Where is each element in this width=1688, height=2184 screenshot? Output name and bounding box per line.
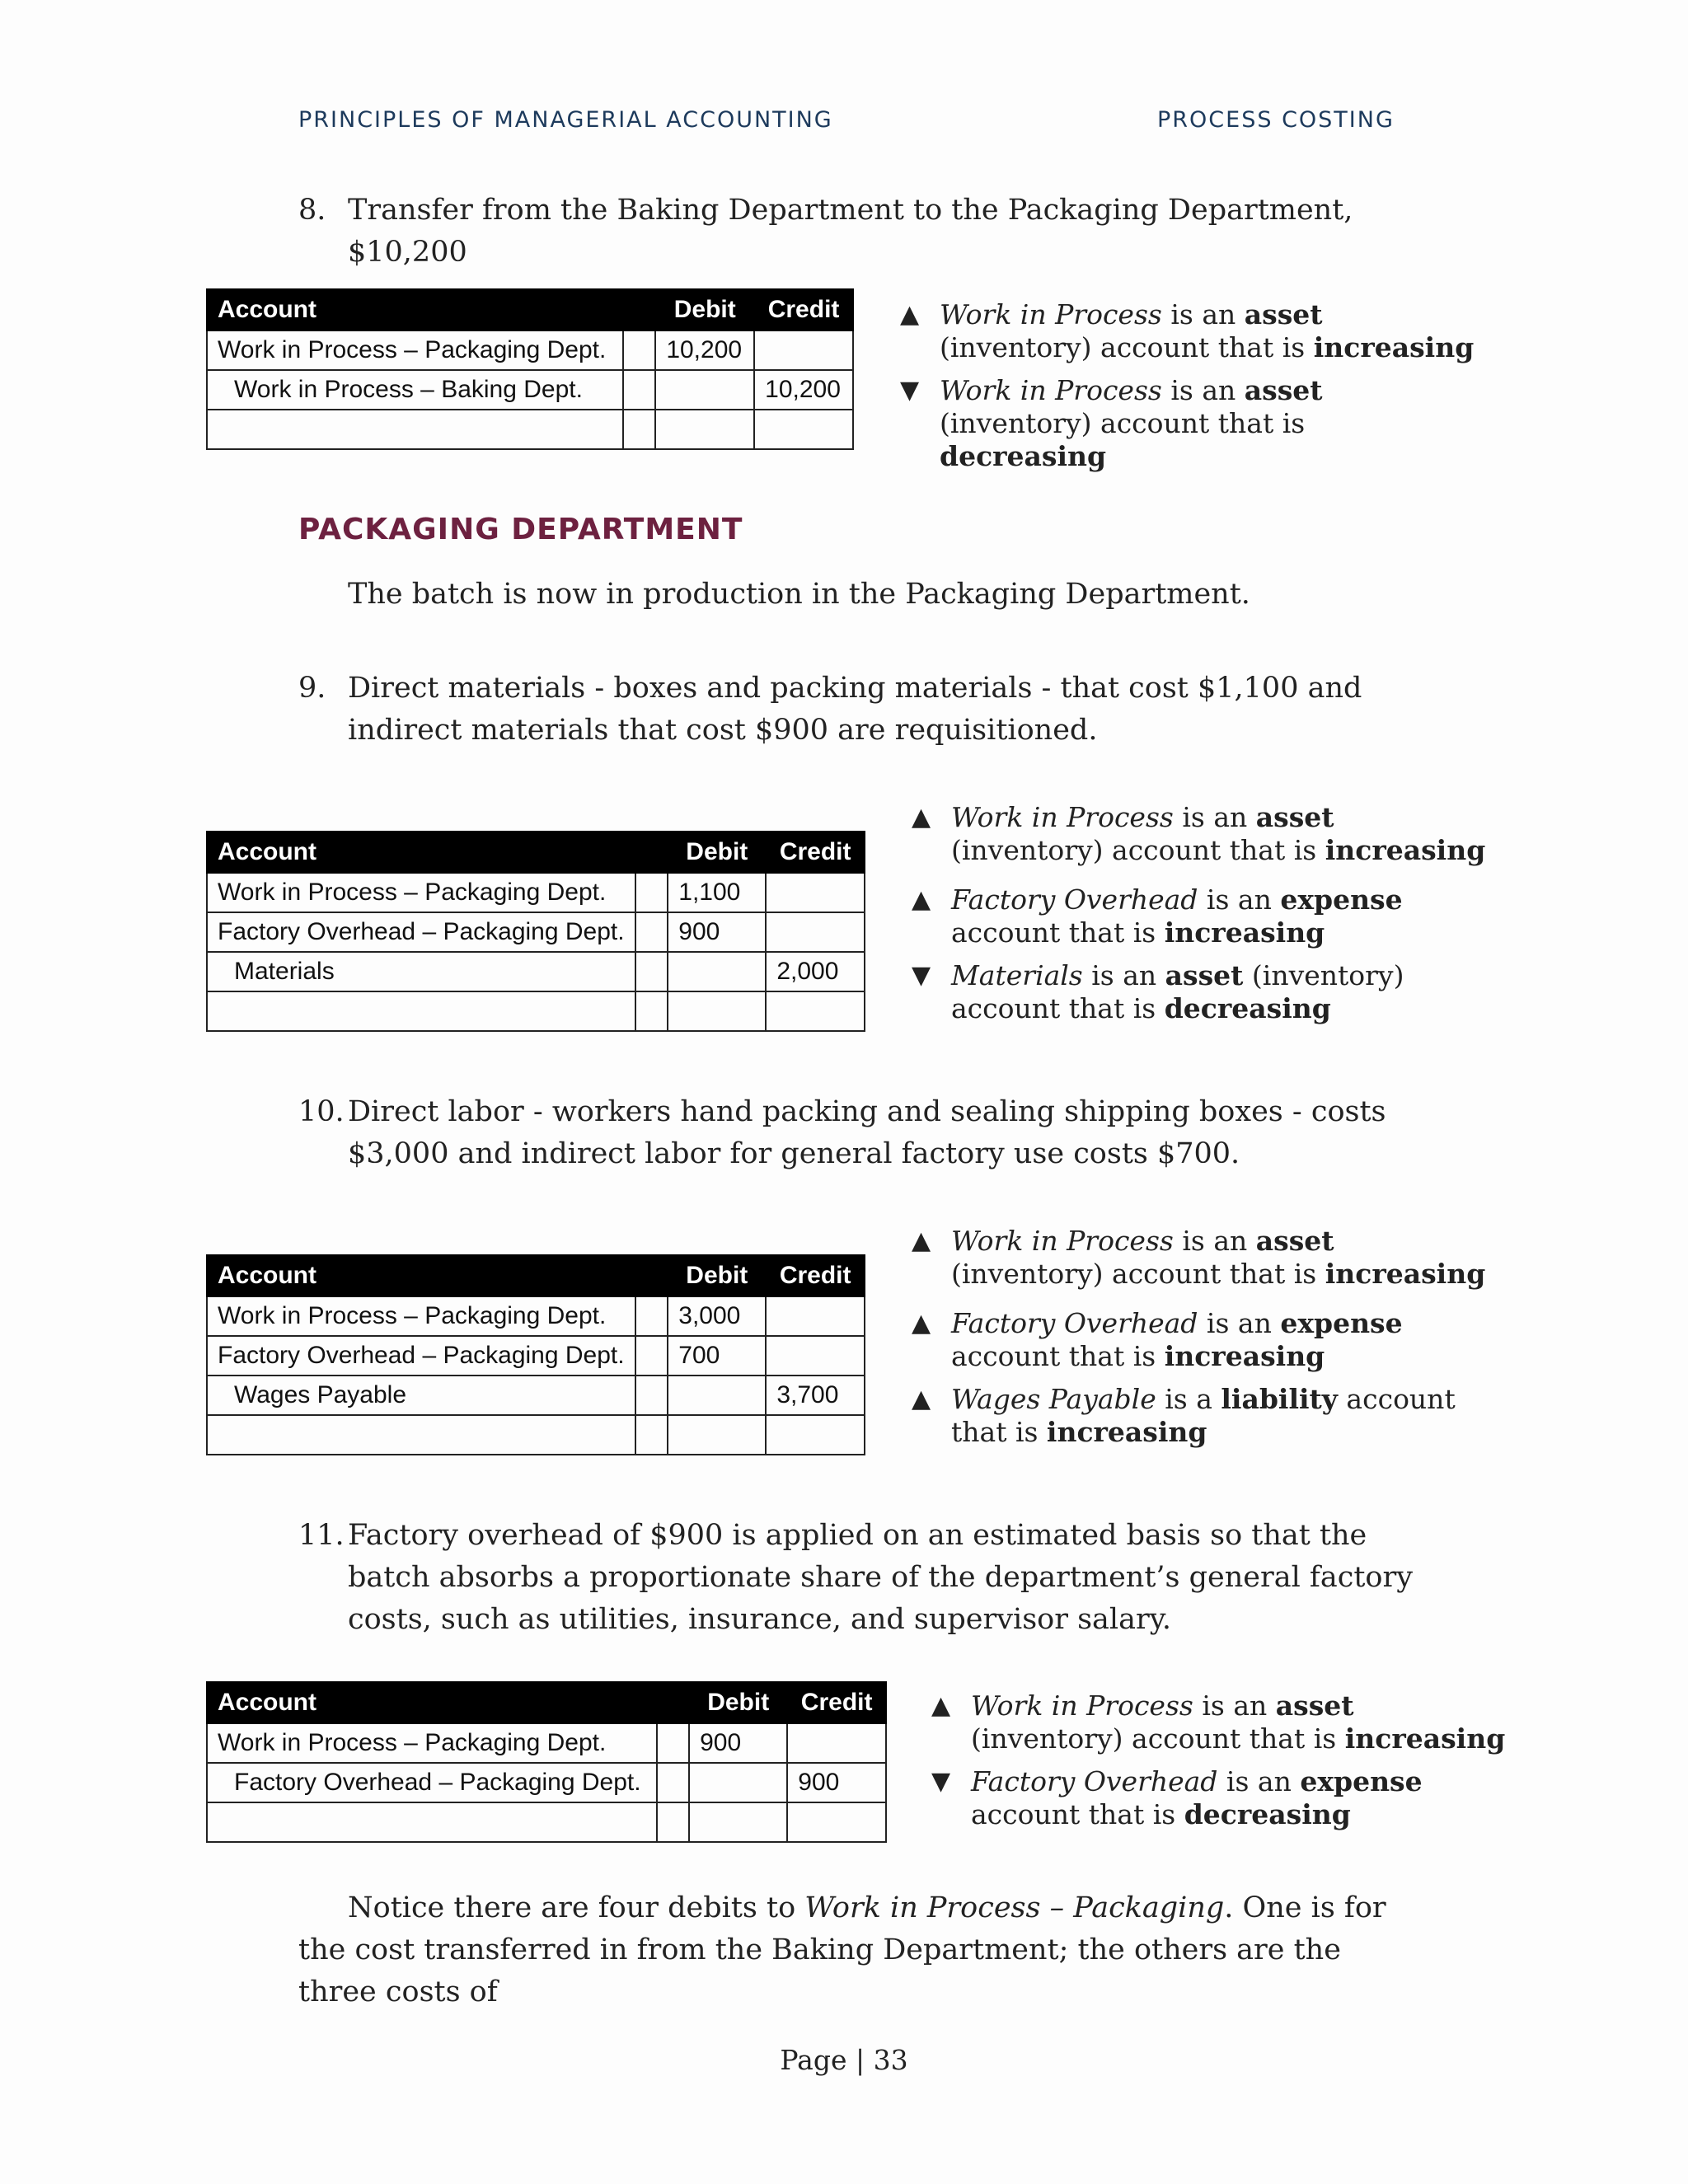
table-row [207, 991, 865, 1031]
debit-cell [655, 370, 754, 410]
account-cell: Work in Process – Packaging Dept. [207, 1296, 635, 1336]
spacer-header [635, 1255, 668, 1296]
note: ▲ Factory Overhead is an expense account that is increasing [912, 1307, 1403, 1372]
journal-entry-10 [206, 1254, 865, 1455]
debit-cell: 3,000 [668, 1296, 766, 1336]
account-header: Account [207, 1682, 657, 1723]
spacer-header [657, 1682, 689, 1723]
item-text: Direct labor - workers hand packing and sealing shipping boxes - costs $3,000 and indirect labor for general factory use costs $700. [348, 1095, 1386, 1170]
account-cell: Work in Process – Packaging Dept. [207, 1723, 657, 1763]
credit-cell [766, 912, 865, 952]
section-title: PACKAGING DEPARTMENT [298, 513, 743, 546]
spacer-cell [657, 1763, 689, 1802]
credit-cell [754, 410, 853, 449]
spacer-cell [635, 991, 668, 1031]
item-text: Transfer from the Baking Department to the Packaging Department, $10,200 [348, 194, 1353, 269]
up-arrow-icon: ▲ [912, 1385, 931, 1413]
debit-cell: 10,200 [655, 330, 754, 370]
spacer-cell [657, 1723, 689, 1763]
account-cell: Wages Payable [207, 1376, 635, 1415]
spacer-cell [635, 1336, 668, 1376]
table-row [207, 1376, 865, 1415]
account-cell [207, 410, 623, 449]
debit-cell [689, 1763, 787, 1802]
up-arrow-icon: ▲ [912, 1309, 931, 1338]
credit-cell [766, 1296, 865, 1336]
table-row [207, 1802, 886, 1842]
credit-cell [766, 873, 865, 912]
credit-cell [754, 330, 853, 370]
note: ▲ Work in Process is an asset (inventory) account that is increasing [900, 298, 1475, 363]
spacer-cell [623, 330, 655, 370]
table-row [207, 410, 853, 449]
table-row [207, 370, 853, 410]
table-row [207, 873, 865, 912]
item-number: 9. [298, 672, 326, 705]
table-header-row [207, 1255, 865, 1296]
running-header-right: PROCESS COSTING [1157, 107, 1395, 133]
table-row [207, 1415, 865, 1455]
credit-cell [766, 1336, 865, 1376]
debit-header: Debit [668, 1255, 766, 1296]
credit-header: Credit [766, 832, 865, 873]
note: ▼ Materials is an asset (inventory) account that is decreasing [912, 959, 1404, 1024]
account-cell: Factory Overhead – Packaging Dept. [207, 1763, 657, 1802]
credit-header: Credit [787, 1682, 886, 1723]
up-arrow-icon: ▲ [912, 885, 931, 914]
account-header: Account [207, 832, 635, 873]
note: ▲ Wages Payable is a liability account that is increasing [912, 1383, 1456, 1448]
up-arrow-icon: ▲ [912, 803, 931, 832]
credit-cell [787, 1802, 886, 1842]
spacer-cell [657, 1802, 689, 1842]
down-arrow-icon: ▼ [912, 961, 931, 990]
spacer-header [635, 832, 668, 873]
debit-cell [668, 1376, 766, 1415]
up-arrow-icon: ▲ [912, 1226, 931, 1255]
item-text: Factory overhead of $900 is applied on an estimated basis so that the batch absorbs a proportionate share of the department’s general factory costs, such as utilities, insurance, and supervisor salary. [348, 1519, 1413, 1636]
page-number: Page | 33 [780, 2044, 908, 2076]
spacer-cell [635, 912, 668, 952]
table-row [207, 1763, 886, 1802]
closing-paragraph: Notice there are four debits to Work in Process – Packaging. One is for the cost transferred in from the Baking Department; the others are the three costs of [298, 1891, 1386, 2008]
table-row [207, 912, 865, 952]
table-header-row [207, 832, 865, 873]
account-header: Account [207, 289, 623, 330]
note: ▼ Work in Process is an asset (inventory) account that is decreasing [900, 374, 1323, 472]
account-cell: Materials [207, 952, 635, 991]
debit-header: Debit [668, 832, 766, 873]
spacer-header [623, 289, 655, 330]
debit-header: Debit [655, 289, 754, 330]
note: ▲ Factory Overhead is an expense account that is increasing [912, 883, 1403, 949]
credit-header: Credit [766, 1255, 865, 1296]
spacer-cell [635, 1296, 668, 1336]
section-intro: The batch is now in production in the Packaging Department. [348, 578, 1250, 611]
credit-cell [787, 1723, 886, 1763]
spacer-cell [635, 1376, 668, 1415]
account-cell [207, 991, 635, 1031]
credit-cell [766, 1415, 865, 1455]
note: ▲ Work in Process is an asset (inventory) account that is increasing [912, 1225, 1486, 1290]
up-arrow-icon: ▲ [931, 1691, 951, 1720]
journal-entry-9 [206, 831, 865, 1032]
debit-cell: 1,100 [668, 873, 766, 912]
account-cell [207, 1415, 635, 1455]
closing-italic: Work in Process – Packaging [804, 1891, 1225, 1924]
table-row [207, 952, 865, 991]
credit-cell: 2,000 [766, 952, 865, 991]
credit-cell: 900 [787, 1763, 886, 1802]
journal-entry-11 [206, 1681, 887, 1843]
account-cell: Work in Process – Packaging Dept. [207, 330, 623, 370]
debit-cell [655, 410, 754, 449]
credit-cell: 3,700 [766, 1376, 865, 1415]
note: ▲ Work in Process is an asset (inventory) account that is increasing [931, 1690, 1506, 1755]
credit-header: Credit [754, 289, 853, 330]
account-cell [207, 1802, 657, 1842]
journal-entry-8 [206, 288, 854, 450]
up-arrow-icon: ▲ [900, 300, 920, 329]
running-header-left: PRINCIPLES OF MANAGERIAL ACCOUNTING [298, 107, 833, 133]
table-header-row [207, 289, 853, 330]
item-number: 8. [298, 194, 326, 227]
item-11 [298, 1515, 1436, 1641]
table-row [207, 1336, 865, 1376]
spacer-cell [623, 370, 655, 410]
table-header-row [207, 1682, 886, 1723]
account-cell: Work in Process – Baking Dept. [207, 370, 623, 410]
debit-cell: 900 [668, 912, 766, 952]
credit-cell [766, 991, 865, 1031]
account-header: Account [207, 1255, 635, 1296]
debit-cell [689, 1802, 787, 1842]
debit-header: Debit [689, 1682, 787, 1723]
note: ▼ Factory Overhead is an expense account that is decreasing [931, 1765, 1423, 1830]
item-10 [298, 1091, 1386, 1175]
spacer-cell [635, 1415, 668, 1455]
table-row [207, 330, 853, 370]
table-row [207, 1723, 886, 1763]
item-number: 11. [298, 1519, 345, 1552]
debit-cell: 700 [668, 1336, 766, 1376]
spacer-cell [635, 952, 668, 991]
note: ▲ Work in Process is an asset (inventory) account that is increasing [912, 801, 1486, 866]
table-row [207, 1296, 865, 1336]
item-text: Direct materials - boxes and packing materials - that cost $1,100 and indirect materials that cost $900 are requisitioned. [348, 672, 1362, 747]
item-8 [298, 190, 1436, 274]
down-arrow-icon: ▼ [900, 376, 920, 405]
spacer-cell [623, 410, 655, 449]
credit-cell: 10,200 [754, 370, 853, 410]
debit-cell [668, 1415, 766, 1455]
down-arrow-icon: ▼ [931, 1767, 951, 1796]
account-cell: Factory Overhead – Packaging Dept. [207, 912, 635, 952]
spacer-cell [635, 873, 668, 912]
item-number: 10. [298, 1095, 345, 1128]
debit-cell [668, 991, 766, 1031]
account-cell: Work in Process – Packaging Dept. [207, 873, 635, 912]
debit-cell [668, 952, 766, 991]
item-9 [298, 668, 1436, 752]
account-cell: Factory Overhead – Packaging Dept. [207, 1336, 635, 1376]
debit-cell: 900 [689, 1723, 787, 1763]
